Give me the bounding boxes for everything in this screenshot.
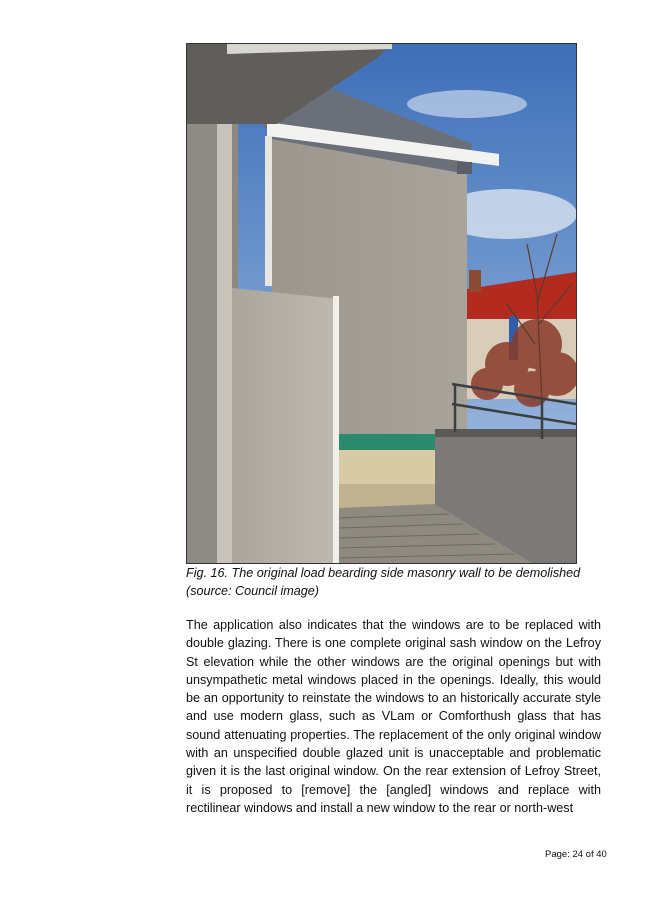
caption-line-1: Fig. 16. The original load bearding side masonry wall to be demolished xyxy=(186,566,581,580)
wall-edge xyxy=(333,296,339,563)
figure-caption xyxy=(186,564,606,600)
page-number: Page: 24 of 40 xyxy=(545,849,607,860)
body-paragraph: The application also indicates that the windows are to be replaced with double glazing. There is one complete original sash window on the Lefroy St elevation while the other windows are the original openings but with unsympathetic metal windows placed in the openings. Ideally, this would be an opportunity to reinstate the windows to an historically accurate style and use modern glass, such as VLam or Comforthush glass that has sound attenuating properties. The replacement of the only original window with an unspecified double glazed unit is unacceptable and problematic given it is the last original window. On the rear extension of Lefroy Street, it is proposed to [remove] the [angled] windows and replace with rectilinear windows and install a new window to the rear or north-west xyxy=(186,618,601,815)
chimney xyxy=(469,270,481,292)
wall-photograph xyxy=(187,44,576,563)
green-band xyxy=(339,434,435,450)
caption-line-2: (source: Council image) xyxy=(186,584,319,598)
figure-photo xyxy=(186,43,577,564)
downpipe xyxy=(265,136,272,286)
cloud xyxy=(407,90,527,118)
front-wall xyxy=(232,288,339,563)
wall-base xyxy=(339,484,435,508)
gutter-strip xyxy=(457,162,472,174)
